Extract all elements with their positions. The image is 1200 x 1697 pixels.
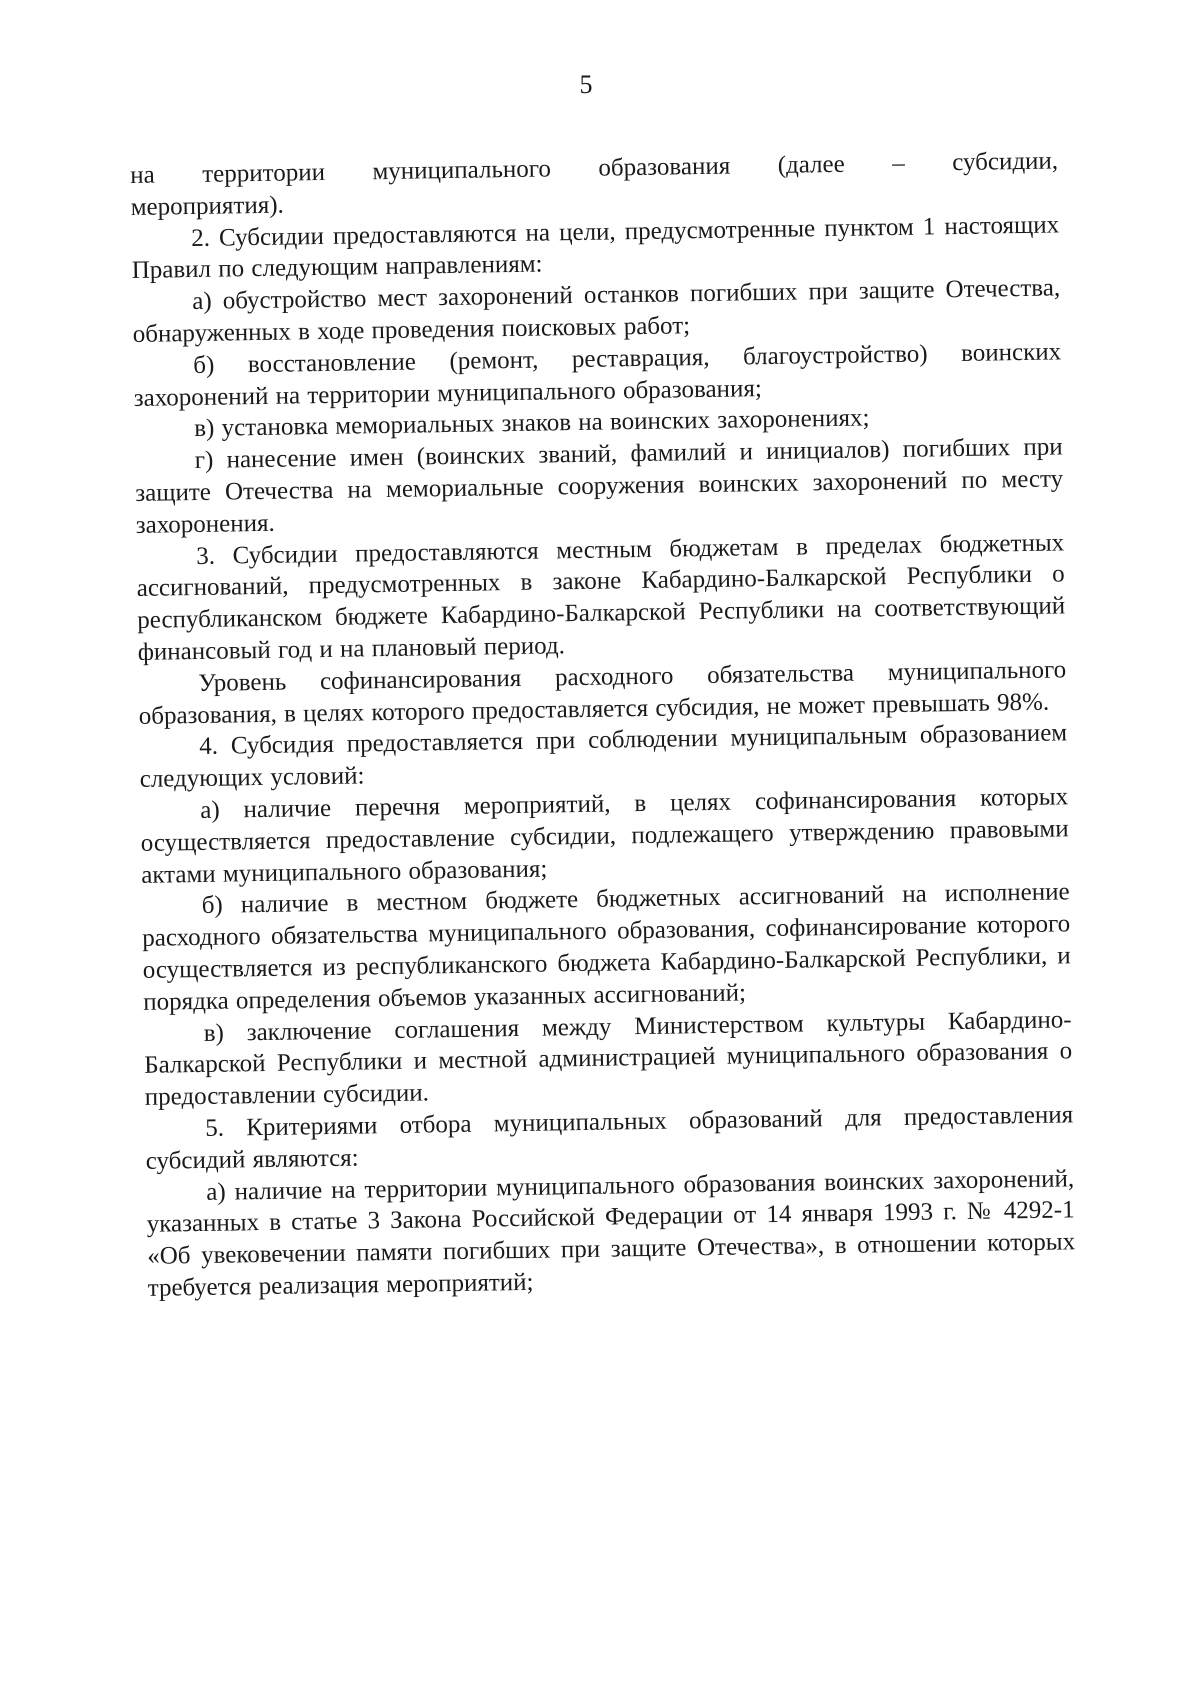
- word: территории: [202, 158, 326, 188]
- clause-2-b: б) восстановление (ремонт, реставрация, благоустройство) воинских захоронений на территории муниципального образования;: [133, 338, 1062, 412]
- word: муниципального: [372, 155, 552, 186]
- word: (далее: [777, 150, 845, 179]
- clause-4: 4. Субсидия предоставляется при соблюдении муниципальным образованием следующих условий:: [139, 719, 1068, 794]
- word: образования: [598, 152, 731, 182]
- document-body: [130, 145, 1076, 1304]
- paragraph-continuation-end: мероприятия).: [130, 191, 284, 221]
- clause-5: 5. Критериями отбора муниципальных образований для предоставления субсидий являются:: [145, 1101, 1074, 1175]
- clause-2-c: в) установка мемориальных знаков на воинских захоронениях;: [194, 404, 870, 443]
- word: субсидии,: [952, 147, 1059, 177]
- clause-3: 3. Субсидии предоставляются местным бюджетам в пределах бюджетных ассигнований, предусмотренных в законе Кабардино-Балкарской Республики о республиканском бюджете Кабардино-Балкарской Республики на соответствующий финансовый год и на плановый период.: [136, 528, 1066, 666]
- clause-2-d: г) нанесение имен (воинских званий, фамилий и инициалов) погибших при защите Отечества на мемориальные сооружения воинских захоронений по месту захоронения.: [135, 433, 1064, 539]
- clause-4-b: б) наличие в местном бюджете бюджетных ассигнований на исполнение расходного обязательства муниципального образования, софинансирование которого осуществляется из республиканского бюджета Кабардино-Балкарской Республики, и порядка определения объемов указанных ассигнований;: [142, 878, 1071, 1016]
- word: на: [130, 161, 155, 189]
- clause-5-a: а) наличие на территории муниципального образования воинских захоронений, указанных в статье 3 Закона Российской Федерации от 14 января 1993 г. № 4292-1 «Об увековечении памяти погибших при защите Отечества», в отношении которых требуется реализация мероприятий;: [146, 1164, 1076, 1302]
- clause-4-c: в) заключение соглашения между Министерством культуры Кабардино-Балкарской Республики и местной администрацией муниципального образования о предоставлении субсидии.: [144, 1005, 1073, 1111]
- page-number: 5: [579, 70, 593, 99]
- clause-4-a: а) наличие перечня мероприятий, в целях софинансирования которых осуществляется предоставление субсидии, подлежащего утверждению правовыми актами муниципального образования;: [140, 783, 1069, 889]
- word: –: [892, 149, 905, 178]
- clause-2: 2. Субсидии предоставляются на цели, предусмотренные пунктом 1 настоящих Правил по следующим направлениям:: [131, 211, 1060, 285]
- clause-2-a: а) обустройство мест захоронений останков погибших при защите Отечества, обнаруженных в ходе проведения поисковых работ;: [132, 274, 1061, 348]
- clause-3-cofinancing: Уровень софинансирования расходного обязательства муниципального образования, в целях которого предоставляется субсидия, не может превышать 98%.: [138, 656, 1067, 730]
